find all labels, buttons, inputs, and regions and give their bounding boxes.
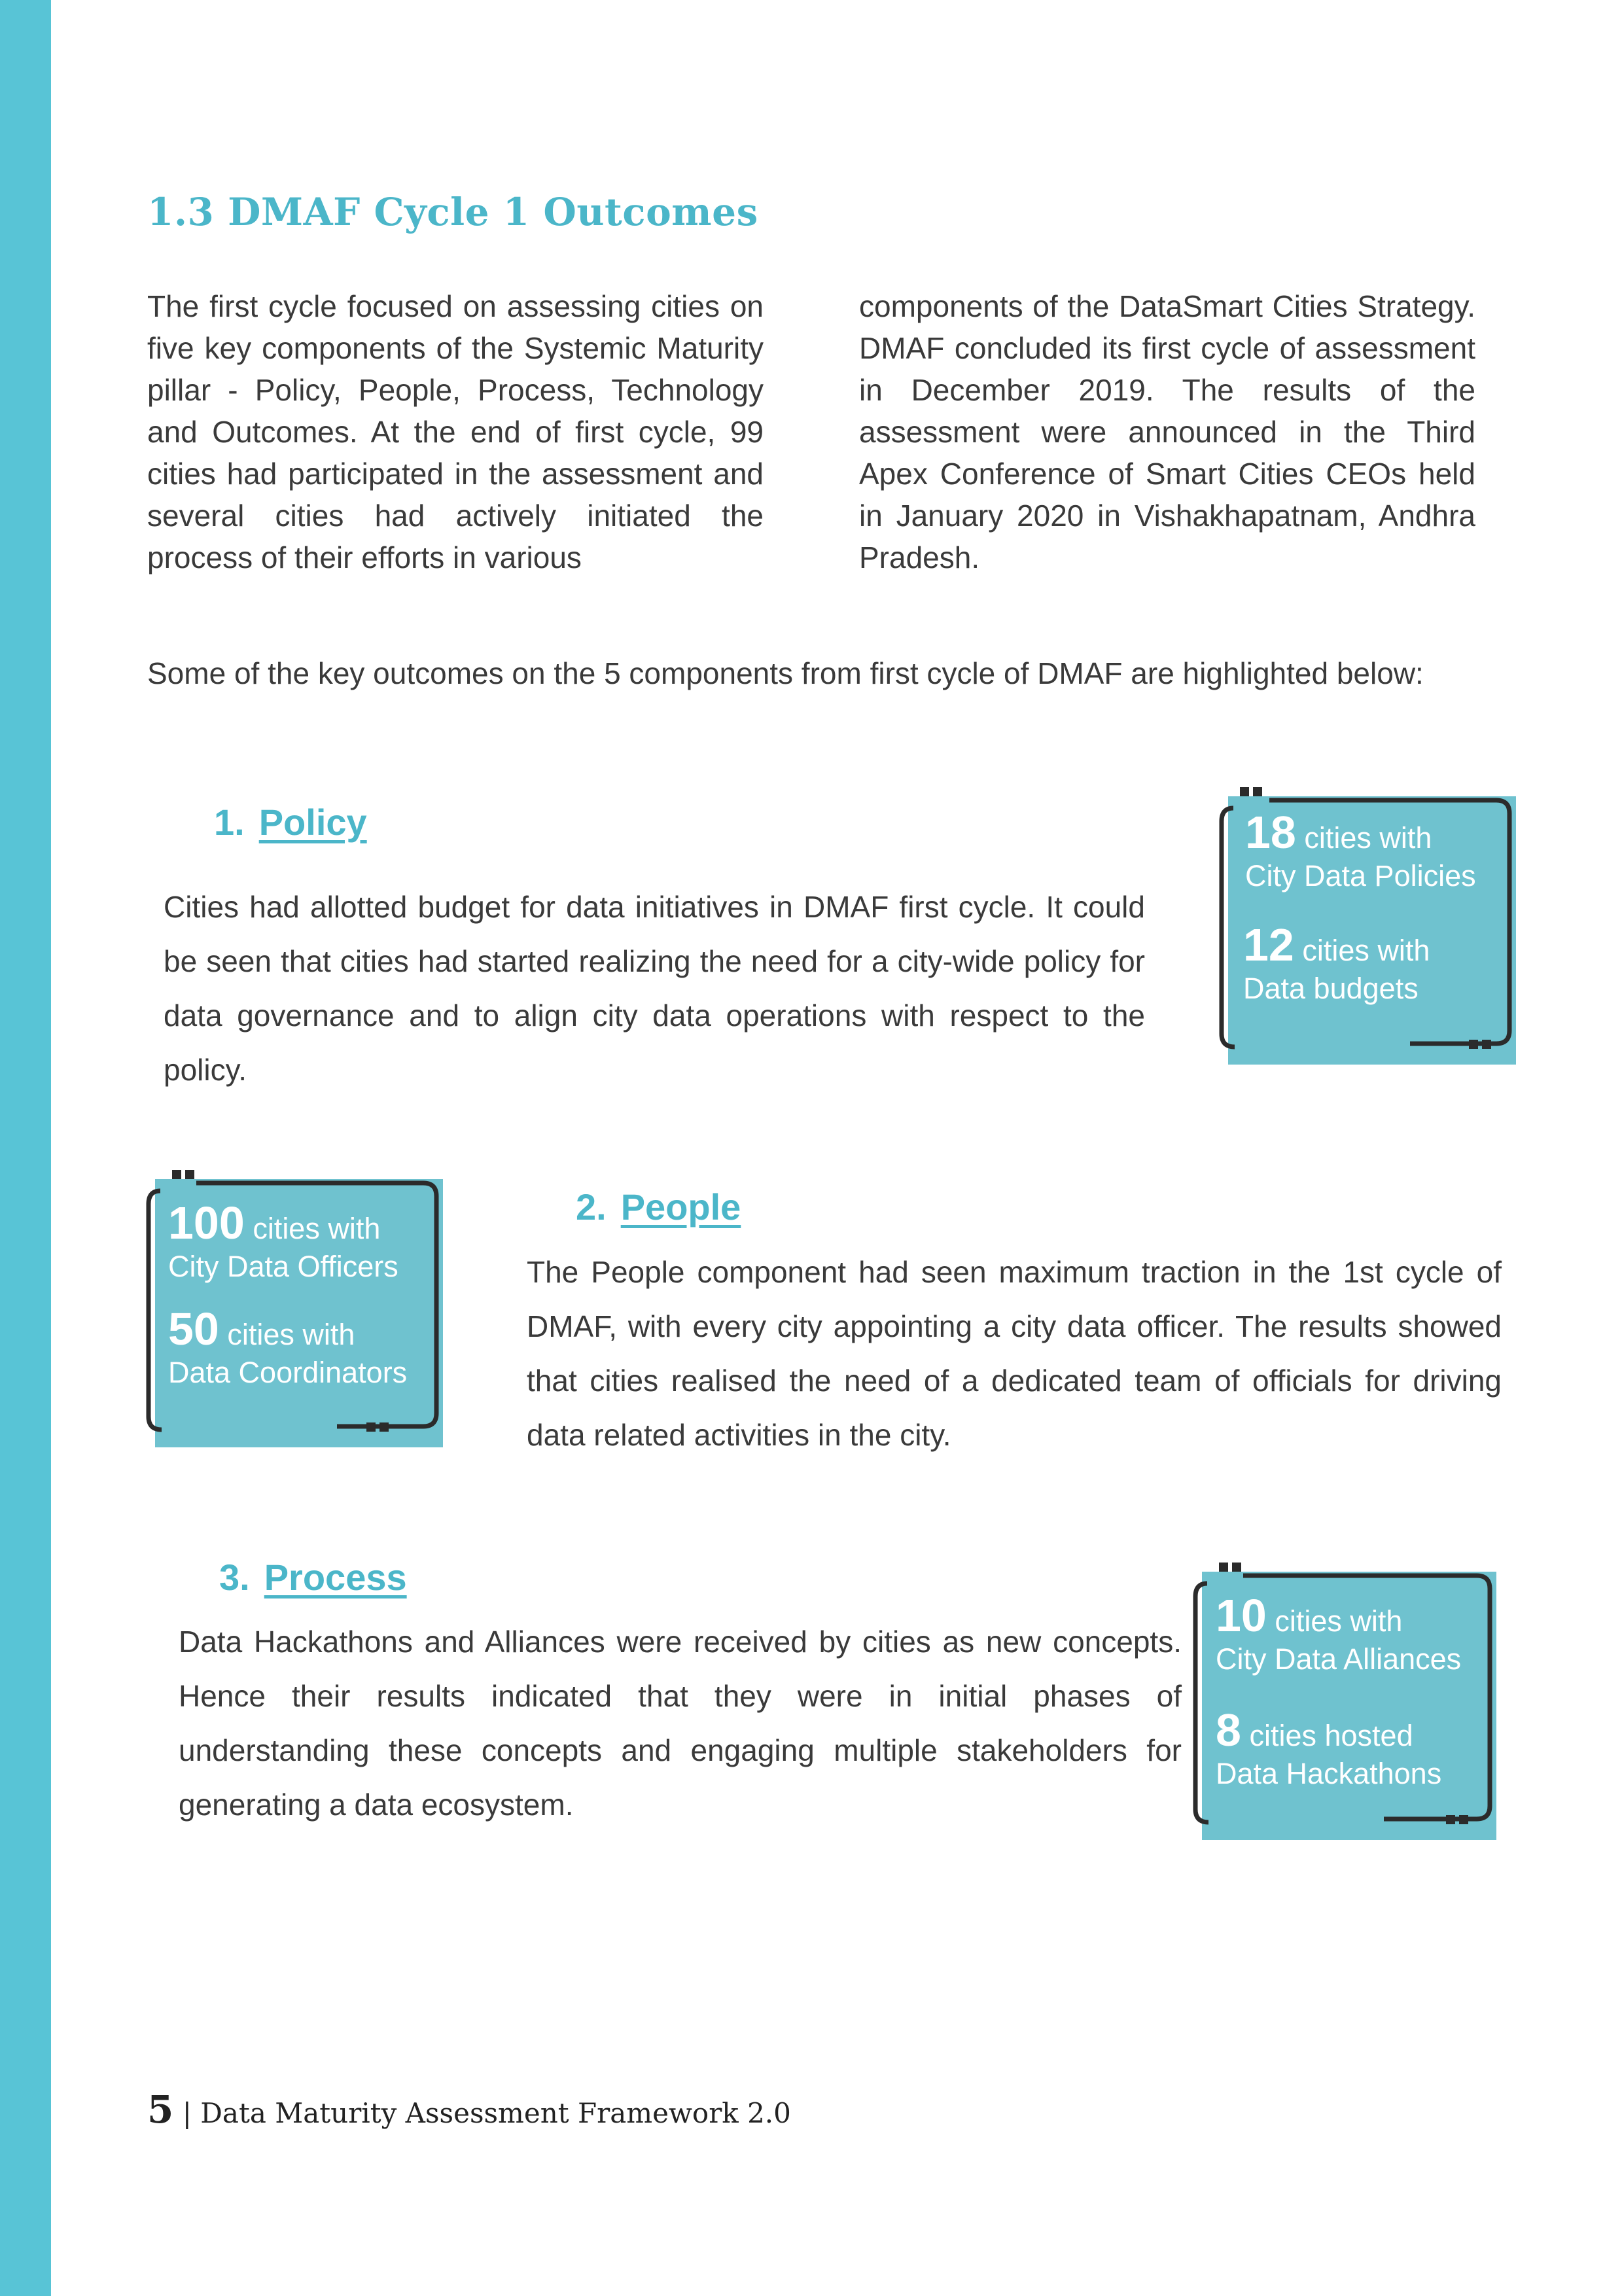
footer-separator: | <box>182 2097 192 2129</box>
process-stat-2 <box>1216 1704 1442 1793</box>
stat-label: City Data Officers <box>168 1250 398 1283</box>
process-heading <box>219 1556 407 1598</box>
process-paragraph: Data Hackathons and Alliances were received by cities as new concepts. Hence their results indicated that they were in initial phases of understanding these concepts and engaging multiple stakeholders for generating a data ecosystem. <box>179 1625 1182 1822</box>
policy-paragraph: Cities had allotted budget for data initiatives in DMAF first cycle. It could be seen that cities had started realizing the need for a city-wide policy for data governance and to align city data operations with respect to the policy. <box>164 890 1145 1087</box>
policy-title: Policy <box>258 802 367 843</box>
policy-heading <box>214 801 367 843</box>
policy-stat-2 <box>1243 919 1430 1008</box>
stat-label: cities with <box>227 1318 355 1351</box>
page-footer <box>147 2087 791 2132</box>
people-stat-2 <box>168 1303 408 1392</box>
people-heading <box>576 1186 741 1228</box>
stat-label: cities with <box>1275 1604 1403 1638</box>
stat-label: cities with <box>253 1212 381 1245</box>
stat-label: Data Coordinators <box>168 1356 408 1389</box>
page-number: 5 <box>147 2087 174 2132</box>
stat-label: cities with <box>1302 934 1430 967</box>
stat-value: 8 <box>1216 1704 1241 1756</box>
policy-stat-1 <box>1245 807 1476 895</box>
stat-label: cities with <box>1304 821 1432 855</box>
people-number: 2. <box>576 1186 607 1227</box>
stat-value: 10 <box>1216 1590 1267 1641</box>
process-title: Process <box>264 1557 407 1598</box>
stat-label: City Data Alliances <box>1216 1642 1462 1676</box>
intro-paragraph-right: components of the DataSmart Cities Strategy. DMAF concluded its first cycle of assessment in December 2019. The results of the assessment were announced in the Third Apex Conference of Smart Cities CEOs held in January 2020 in Vishakhapatnam, Andhra Pradesh. <box>859 289 1475 574</box>
intro-paragraph-left: The first cycle focused on assessing cities on five key components of the Systemic Maturity pillar - Policy, People, Process, Technology and Outcomes. At the end of first cycle, 99 cities had participated in the assessment and several cities had actively initiated the process of their efforts in various <box>147 289 764 574</box>
people-title: People <box>620 1186 741 1227</box>
people-stat-1 <box>168 1197 398 1286</box>
section-title: 1.3 DMAF Cycle 1 Outcomes <box>147 190 758 234</box>
stat-label: cities hosted <box>1249 1719 1413 1752</box>
stat-value: 18 <box>1245 807 1296 858</box>
stat-label: City Data Policies <box>1245 859 1476 892</box>
process-number: 3. <box>219 1557 250 1598</box>
stat-value: 50 <box>168 1303 219 1354</box>
stat-label: Data Hackathons <box>1216 1757 1442 1790</box>
policy-number: 1. <box>214 802 245 843</box>
stat-value: 12 <box>1243 919 1294 970</box>
process-stat-1 <box>1216 1590 1462 1678</box>
outcomes-intro-line: Some of the key outcomes on the 5 components from first cycle of DMAF are highlighted below: <box>147 656 1424 690</box>
people-stats-box <box>141 1165 448 1453</box>
stat-value: 100 <box>168 1197 245 1248</box>
stat-label: Data budgets <box>1243 972 1419 1005</box>
footer-document-title: Data Maturity Assessment Framework 2.0 <box>200 2097 791 2129</box>
process-stats-box <box>1188 1557 1502 1845</box>
policy-stats-box <box>1214 782 1521 1070</box>
side-accent-bar <box>0 0 51 2296</box>
people-paragraph: The People component had seen maximum traction in the 1st cycle of DMAF, with every city appointing a city data officer. The results showed that cities realised the need of a dedicated team of officials for driving data related activities in the city. <box>527 1255 1502 1452</box>
